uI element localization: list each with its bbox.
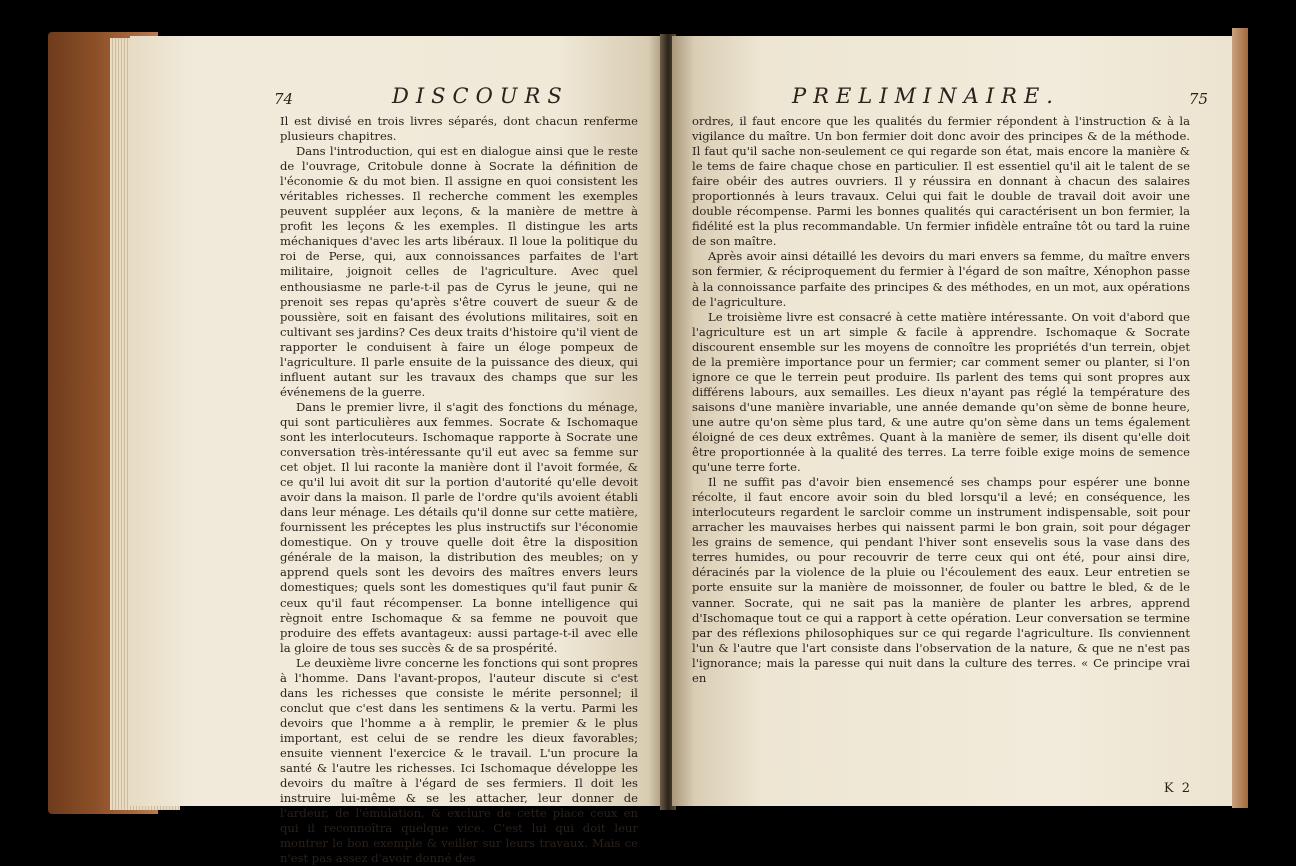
paragraph: Il ne suffit pas d'avoir bien ensemencé ses champs pour espérer une bonne récolte, il faut encore avoir soin du bled lorsqu'il a levé; en conséquence, les interlocuteurs regardent le sarcloir comme un instrument indispensable, soit pour arracher les mauvaises herbes qui naissent parmi le bon grain, soit pour dégager les grains de semence, qui pendant l'hiver sont ensevelis sous la vase dans des terres humides, ou pour recouvrir de terre ceux qui ont été, pour ainsi dire, déracinés par la violence de la pluie ou l'écoulement des eaux. Leur entretien se porte ensuite sur la manière de moissonner, de fouler ou battre le bled, & de le vanner. Socrate, qui ne sait pas la manière de planter les arbres, apprend d'Ischomaque tout ce qui a rapport à cette opération. Leur conversation se termine par des réflexions philosophiques sur ce qui regarde l'agriculture. Ils conviennent l'un & l'autre que l'art consiste dans l'observation de la nature, & que ne n'est pas l'ignorance; mais la paresse qui nuit dans la culture des terres. « Ce principe vrai en [692, 475, 1190, 685]
left-page [130, 36, 664, 866]
paragraph: Après avoir ainsi détaillé les devoirs du mari envers sa femme, du maître envers son fermier, & réciproquement du fermier à l'égard de son maître, Xénophon passe à la connoissance parfaite des principes & des méthodes, en un mot, aux opérations de l'agriculture. [692, 249, 1190, 309]
right-body-text [692, 114, 1190, 686]
paragraph: ordres, il faut encore que les qualités du fermier répondent à l'instruction & à la vigilance du maître. Un bon fermier doit donc avoir des principes & de la méthode. Il faut qu'il sache non-seulement ce qui regarde son état, mais encore la manière & le tems de faire chaque chose en particulier. Il est essentiel qu'il ait le talent de se faire obéir des autres ouvriers. Il y réussira en donnant à chacun des salaires proportionnés à leurs travaux. Celui qui fait le double de travail doit avoir une double récompense. Parmi les bonnes qualités qui caractérisent un bon fermier, la fidélité est la plus recommandable. Un fermier infidèle entraîne tôt ou tard la ruine de son maître. [692, 114, 1190, 249]
paragraph: Le deuxième livre concerne les fonctions qui sont propres à l'homme. Dans l'avant-propos, l'auteur discute si c'est dans les richesses que consiste le mérite personnel; il conclut que c'est dans les sentimens & la vertu. Parmi les devoirs que l'homme a à remplir, le premier & le plus important, est celui de se rendre les dieux favorables; ensuite viennent l'exercice & le travail. L'un procure la santé & l'autre les richesses. Ici Ischomaque développe les devoirs du maître à l'égard de ses fermiers. Il doit les instruire lui-même & se les attacher, leur donner de l'ardeur, de l'émulation, & exclure de cette place ceux en qui il reconnoîtra quelque vice. C'est lui qui doit leur montrer le bon exemple & veiller sur leurs travaux. Mais ce n'est pas assez d'avoir donné des [280, 655, 638, 866]
paragraph: Le troisième livre est consacré à cette matière intéressante. On voit d'abord que l'agriculture est un art simple & facile à apprendre. Ischomaque & Socrate discourent ensemble sur les moyens de connoître les propriétés d'un terrein, objet de la première importance pour un fermier; car comment semer ou planter, si l'on ignore ce que le terrein peut produire. Ils parlent des tems qui sont propres aux différens labours, aux semailles. Les dieux n'ayant pas réglé la température des saisons d'une manière invariable, une année demande qu'on sème de bonne heure, une autre qu'on sème plus tard, & une autre qu'on sème dans un tems également éloigné de ces deux extrêmes. Quant à la manière de semer, ils disent qu'elle doit être proportionnée à la qualité des terres. La terre foible exige moins de semence qu'une terre forte. [692, 309, 1190, 475]
left-body-text [280, 114, 638, 866]
signature-mark: K 2 [1163, 781, 1192, 796]
paragraph: Dans le premier livre, il s'agit des fonctions du ménage, qui sont particulières aux femmes. Socrate & Ischomaque sont les interlocuteurs. Ischomaque rapporte à Socrate une conversation très-intéressante qu'il eut avec sa femme sur cet objet. Il lui raconte la manière dont il l'avoit formée, & ce qu'il lui avoit dit sur la portion d'autorité qu'elle devoit avoir dans la maison. Il parle de l'ordre qu'ils avoient établi dans leur ménage. Les détails qu'il donne sur cette matière, fournissent les préceptes les plus instructifs sur l'économie domestique. On y trouve quelle doit être la disposition générale de la maison, la distribution des meubles; on y apprend quels sont les devoirs des maîtres envers leurs domestiques; quels sont les domestiques qu'il faut punir & ceux qu'il faut récompenser. La bonne intelligence qui règnoit entre Ischomaque & sa femme ne pouvoit que produire des effets avantageux: aussi partage-t-il avec elle la gloire de tous ses succès & de sa prospérité. [280, 399, 638, 655]
right-page [672, 36, 1232, 806]
running-title: DISCOURS [392, 84, 569, 108]
left-running-head [274, 84, 638, 110]
paragraph: Il est divisé en trois livres séparés, dont chacun renferme plusieurs chapitres. [280, 114, 638, 144]
paragraph: Dans l'introduction, qui est en dialogue ainsi que le reste de l'ouvrage, Critobule donne à Socrate la définition de l'économie & du mot bien. Il assigne en quoi consistent les véritables richesses. Il recherche comment les exemples peuvent suppléer aux leçons, & la manière de mettre à profit les leçons & les exemples. Il distingue les arts méchaniques d'avec les arts libéraux. Il loue la politique du roi de Perse, qui, aux connoissances parfaites de l'art militaire, joignoit celles de l'agriculture. Avec quel enthousiasme ne parle-t-il pas de Cyrus le jeune, qui ne prenoit ses repas qu'après s'être couvert de sueur & de poussière, soit en faisant des évolutions militaires, soit en cultivant ses jardins? Ces deux traits d'histoire qu'il vient de rapporter le conduisent à faire un éloge pompeux de l'agriculture. Il parle ensuite de la puissance des dieux, qui influent autant sur les travaux des champs que sur les événemens de la guerre. [280, 144, 638, 399]
running-title: PRELIMINAIRE. [792, 84, 1060, 108]
open-book [48, 28, 1248, 866]
right-running-head [692, 84, 1208, 110]
page-number: 74 [274, 90, 294, 108]
book-cover-right [1232, 28, 1248, 808]
page-number: 75 [1188, 90, 1208, 108]
